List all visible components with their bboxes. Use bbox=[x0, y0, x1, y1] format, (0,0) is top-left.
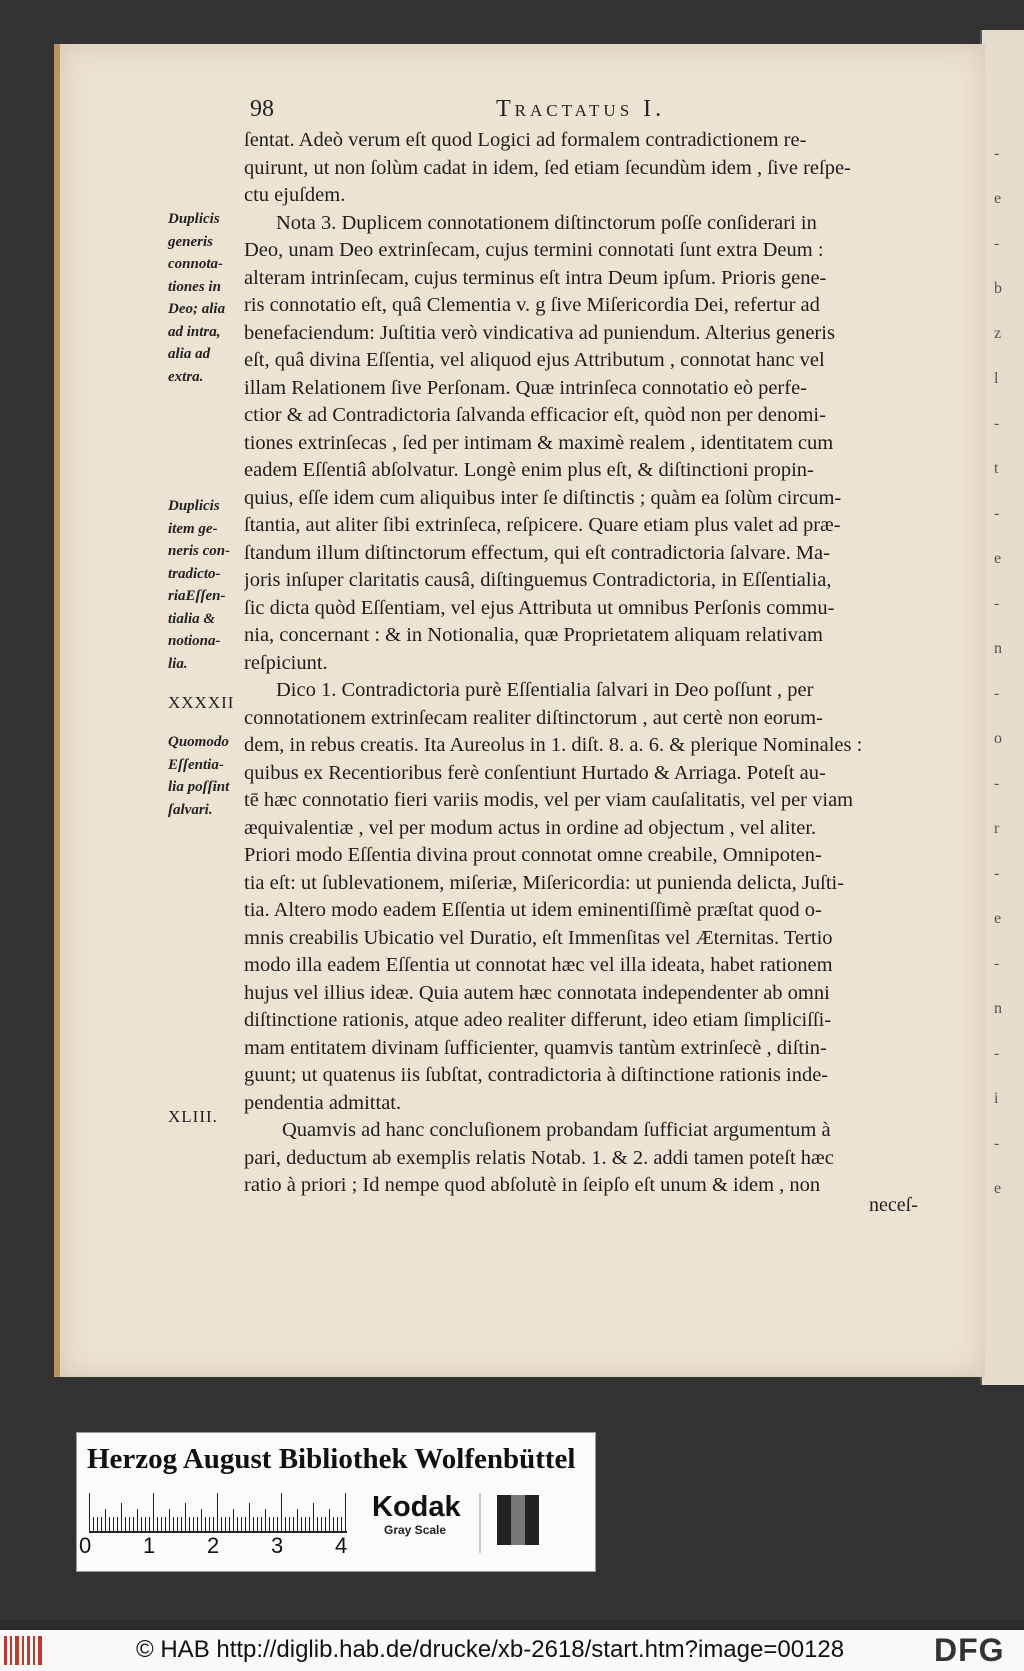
ruler-number: 2 bbox=[207, 1533, 220, 1558]
text-line: tē hæc connotatio fieri variis modis, vel per viam cauſalitatis, vel per viam bbox=[244, 789, 854, 811]
text-line: eſt, quâ divina Eſſentia, vel aliquod ejus Attributum , connotat hanc vel bbox=[244, 349, 825, 371]
next-page-glyph: e bbox=[994, 190, 1002, 207]
text-line: pari, deductum ab exemplis relatis Notab. 1. & 2. addi tamen poteſt hæc bbox=[244, 1146, 834, 1169]
section-number: XLIII. bbox=[168, 1107, 218, 1126]
next-page-glyph: l bbox=[994, 370, 999, 387]
next-page-glyph: e bbox=[994, 550, 1002, 567]
gray-scale-label: Gray Scale bbox=[384, 1523, 447, 1537]
color-scale-card bbox=[76, 1432, 596, 1572]
margin-note-line: notiona- bbox=[168, 633, 221, 649]
text-line: guunt; ut quatenus iis ſubſtat, contradictoria à diſtinctione rationis inde- bbox=[244, 1064, 829, 1086]
next-page-glyph: - bbox=[994, 865, 1000, 882]
next-page-glyph: - bbox=[994, 505, 1000, 522]
margin-note-line: Duplicis bbox=[168, 498, 220, 514]
text-line: diſtinctione rationis, atque adeo realiter differunt, ideo etiam ſimpliciſſi- bbox=[244, 1009, 832, 1031]
next-page-glyph: t bbox=[994, 460, 999, 477]
divider bbox=[479, 1493, 481, 1553]
margin-note-line: riaEſſen- bbox=[168, 588, 226, 604]
next-page-glyph: n bbox=[994, 640, 1002, 657]
next-page-glyph: e bbox=[994, 1180, 1002, 1197]
text-line: reſpiciunt. bbox=[244, 651, 328, 674]
next-page-glyph: - bbox=[994, 595, 1000, 612]
section-number: XXXXII bbox=[168, 693, 235, 712]
next-page-glyph: i bbox=[994, 1090, 999, 1107]
body-text bbox=[244, 127, 950, 1200]
next-page-glyph: r bbox=[994, 820, 1000, 837]
inch-ruler bbox=[89, 1493, 347, 1533]
ruler-number: 0 bbox=[79, 1533, 92, 1558]
next-page-glyph: - bbox=[994, 1135, 1000, 1152]
text-line: eadem Eſſentiâ abſolvatur. Longè enim plus eſt, & diſtinctioni propin- bbox=[244, 459, 814, 481]
margin-note-line: ſalvari. bbox=[168, 801, 213, 818]
ruler-number: 4 bbox=[335, 1533, 348, 1558]
text-line: ſic dicta quòd Eſſentiam, vel ejus Attributa ut omnibus Perſonis commu- bbox=[244, 596, 835, 619]
text-line: ſentat. Adeò verum eſt quod Logici ad formalem contradictionem re- bbox=[244, 129, 807, 151]
margin-note-line: Duplicis bbox=[168, 211, 220, 227]
text-line: nia, concernant : & in Notionalia, quæ Proprietatem aliquam relativam bbox=[244, 624, 823, 646]
next-page-glyph: - bbox=[994, 235, 1000, 252]
hab-logo-icon bbox=[4, 1634, 46, 1667]
margin-note-line: tradicto- bbox=[168, 565, 221, 582]
text-line: æquivalentiæ , vel per modum actus in ordine ad objectum , vel aliter. bbox=[244, 816, 817, 839]
margin-note-line: tiones in bbox=[168, 278, 221, 295]
dfg-logo: DFG bbox=[934, 1632, 1005, 1668]
next-page-glyph: - bbox=[994, 685, 1000, 702]
margin-note-line: alia ad bbox=[168, 346, 211, 362]
text-line: quius, eſſe idem cum aliquibus inter ſe diſtinctis ; quàm ea ſolùm circum- bbox=[244, 486, 842, 509]
text-line: Priori modo Eſſentia divina prout connotat omne creabile, Omnipoten- bbox=[244, 844, 822, 866]
text-line: illam Relationem ſive Perſonam. Quæ intrinſeca connotatio eò perfe- bbox=[244, 376, 808, 399]
next-page-glyph: n bbox=[994, 1000, 1002, 1017]
gray-patches bbox=[497, 1495, 539, 1545]
margin-note-line: tialia & bbox=[168, 610, 216, 627]
catchword: neceſ- bbox=[869, 1194, 918, 1216]
text-line: Dico 1. Contradictoria purè Eſſentialia ſalvari in Deo poſſunt , per bbox=[276, 679, 814, 701]
margin-note-line: extra. bbox=[168, 368, 204, 385]
next-page-edge bbox=[980, 30, 1024, 1385]
next-page-glyph: - bbox=[994, 955, 1000, 972]
next-page-glyph: - bbox=[994, 775, 1000, 792]
margin-note-line: connota- bbox=[168, 256, 224, 272]
text-line: benefaciendum: Juſtitia verò vindicativa ad puniendum. Alterius generis bbox=[244, 321, 835, 344]
ruler-number: 3 bbox=[271, 1533, 284, 1558]
text-line: Nota 3. Duplicem connotationem diſtinctorum poſſe conſiderari in bbox=[276, 211, 817, 234]
margin-note-contradictoria bbox=[168, 495, 246, 675]
text-line: hujus vel illius ideæ. Quia autem hæc connotata independenter ab omni bbox=[244, 981, 830, 1004]
text-line: tia. Altero modo eadem Eſſentia ut idem eminentiſſimè præſtat quod o- bbox=[244, 899, 822, 921]
text-line: quibus ex Recentioribus ferè conſentiunt Hurtado & Arriaga. Poteſt au- bbox=[244, 761, 826, 784]
margin-note-line: Quomodo bbox=[168, 734, 229, 750]
text-line: dem, in rebus creatis. Ita Aureolus in 1. diſt. 8. a. 6. & plerique Nominales : bbox=[244, 734, 863, 756]
next-page-glyph: - bbox=[994, 145, 1000, 162]
footer-bar bbox=[0, 1630, 1024, 1671]
library-name: Herzog August Bibliothek Wolfenbüttel bbox=[87, 1443, 576, 1475]
margin-note-quomodo bbox=[168, 731, 246, 821]
margin-note-line: Deo; alia bbox=[168, 301, 226, 317]
text-line: ris connotatio eſt, quâ Clementia v. g ſive Miſericordia Dei, refertur ad bbox=[244, 294, 820, 316]
ruler-number: 1 bbox=[143, 1533, 156, 1558]
text-line: joris inſuper claritatis causâ, diſtinguemus Contradictoria, in Eſſentialia, bbox=[244, 569, 832, 591]
copyright-url: © HAB http://diglib.hab.de/drucke/xb-2618/start.htm?image=00128 bbox=[136, 1636, 845, 1663]
margin-note-connotationes bbox=[168, 208, 246, 388]
text-line: ſtandum illum diſtinctorum effectum, qui eſt contradictoria ſalvare. Ma- bbox=[244, 541, 830, 564]
next-page-glyph: e bbox=[994, 910, 1002, 927]
text-line: pendentia admittat. bbox=[244, 1091, 402, 1114]
next-page-glyph: z bbox=[994, 325, 1002, 342]
text-line: alteram intrinſecam, cujus terminus eſt intra Deum ipſum. Prioris gene- bbox=[244, 266, 827, 289]
margin-note-line: neris con- bbox=[168, 543, 231, 559]
running-title: Tractatus I. bbox=[496, 96, 666, 122]
next-page-glyph: - bbox=[994, 415, 1000, 432]
text-line: ctu ejuſdem. bbox=[244, 184, 346, 206]
text-line: ratio à priori ; Id nempe quod abſolutè in ſeipſo eſt unum & idem , non bbox=[244, 1174, 821, 1196]
text-line: modo illa eadem Eſſentia ut connotat hæc vel illa ideata, habet rationem bbox=[244, 954, 833, 976]
margin-note-line: Eſſentia- bbox=[168, 756, 224, 773]
margin-note-line: item ge- bbox=[168, 520, 218, 537]
text-line: mnis creabilis Ubicatio vel Duratio, eſt Immenſitas vel Æternitas. Tertio bbox=[244, 926, 833, 949]
next-page-glyph: b bbox=[994, 280, 1002, 297]
text-line: connotationem extrinſecam realiter diſtinctorum , aut certè non eorum- bbox=[244, 706, 823, 729]
margin-note-line: ad intra, bbox=[168, 323, 221, 340]
text-line: mam entitatem divinam ſufficienter, quamvis tantùm extrinſecè , diſtin- bbox=[244, 1036, 827, 1059]
text-line: tia eſt: ut ſublevationem, miſeriæ, Miſericordia: ut punienda delicta, Juſti- bbox=[244, 871, 845, 894]
text-line: ſtantia, aut aliter ſibi extrinſeca, reſpicere. Quare etiam plus valet ad præ- bbox=[244, 514, 841, 536]
next-page-glyph: o bbox=[994, 730, 1002, 747]
kodak-logo: Kodak bbox=[372, 1491, 461, 1523]
page-header bbox=[250, 96, 710, 130]
next-page-glyph: - bbox=[994, 1045, 1000, 1062]
text-line: Deo, unam Deo extrinſecam, cujus termini connotati ſunt extra Deum : bbox=[244, 239, 824, 261]
margin-note-line: lia poſſint bbox=[168, 779, 230, 795]
text-line: ctior & ad Contradictoria ſalvanda efficacior eſt, quòd non per denomi- bbox=[244, 404, 826, 426]
margin-note-line: lia. bbox=[168, 655, 188, 672]
page-number: 98 bbox=[250, 96, 274, 122]
margin-note-line: generis bbox=[168, 233, 213, 250]
text-line: tiones extrinſecas , ſed per intimam & maximè realem , identitatem cum bbox=[244, 431, 834, 454]
text-line: Quamvis ad hanc concluſionem probandam ſufficiat argumentum à bbox=[282, 1119, 831, 1141]
text-line: quirunt, ut non ſolùm cadat in idem, ſed etiam ſecundùm idem , ſive reſpe- bbox=[244, 156, 851, 179]
